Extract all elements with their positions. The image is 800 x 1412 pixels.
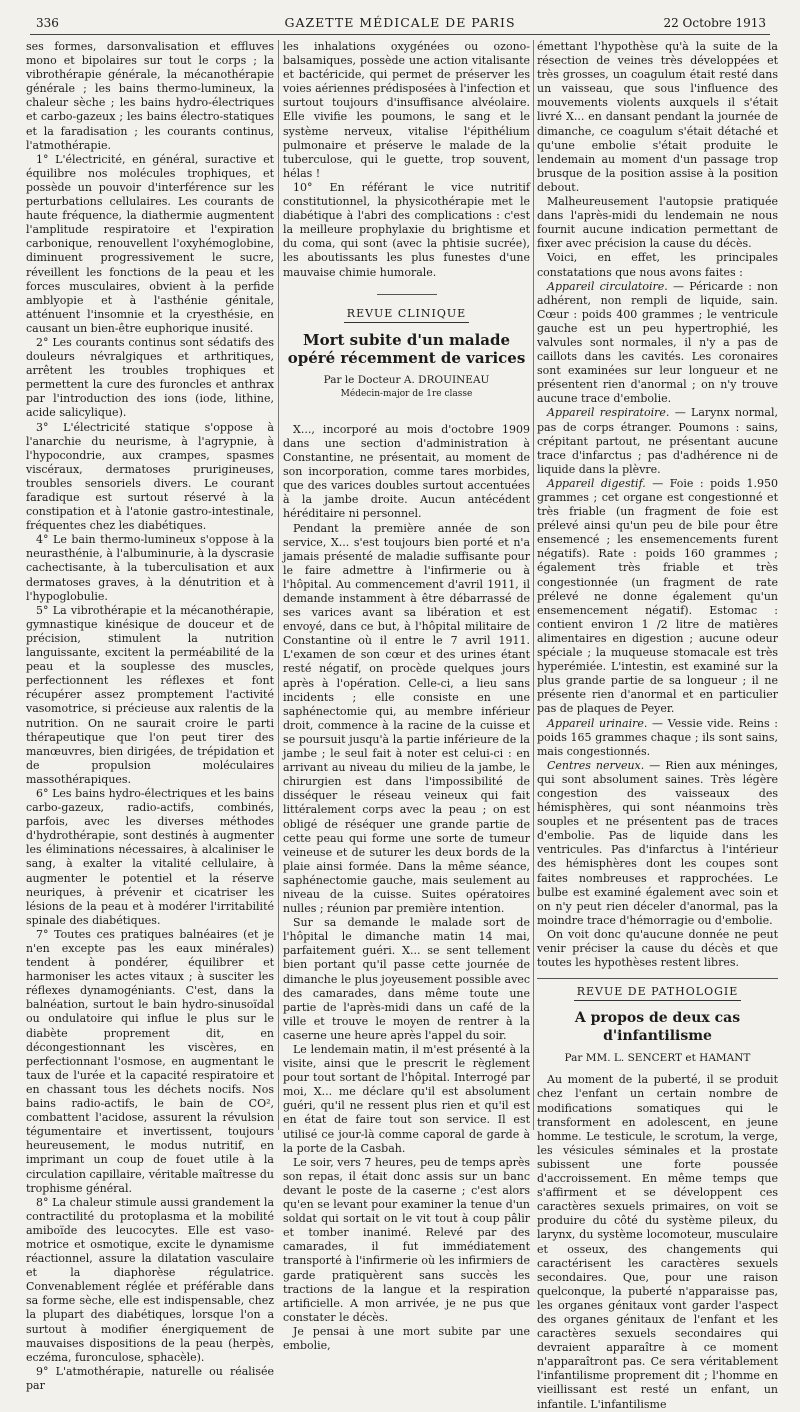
paragraph: 2° Les courants continus sont sédatifs des douleurs névralgiques et arthritiques, arrêtent les troubles trophiques et permettent la cure des furoncles et anthrax par l'introduction des ions (iode, lithine, acide salicylique). xyxy=(26,335,274,420)
author-role: Médecin-major de 1re classe xyxy=(340,388,473,399)
finding-label: Appareil urinaire. xyxy=(547,716,648,730)
section-heading-text: REVUE CLINIQUE xyxy=(344,307,469,323)
page-header xyxy=(30,12,770,35)
column-1 xyxy=(26,40,274,1392)
paragraph: les inhalations oxygénées ou ozono-balsamiques, possède une action vitalisante et bactéricide, qui permet de préserver les voies aériennes prédisposées à l'infection et surtout toujours d'insuffisance alvéolaire. Elle vivifie les poumons, le sang et le système nerveux, vitalise l'épithélium pulmonaire et préserve le malade de la tuberculose, qui le guette, trop souvent, hélas ! xyxy=(283,40,530,180)
separator xyxy=(537,978,778,979)
finding-paragraph xyxy=(537,759,778,928)
column-3 xyxy=(537,40,779,1411)
finding-label: Appareil circulatoire. xyxy=(547,279,668,293)
paragraph: 10° En référant le vice nutritif constitutionnel, la physicothérapie met le diabétique à l'abri des complications : c'est la meilleure prophylaxie du brightisme et du coma, qui sont (avec la phtisie sucrée), les aboutissants les plus funestes d'une mauvaise chimie humorale. xyxy=(283,180,530,279)
article-author: Par MM. L. SENCERT et HAMANT xyxy=(564,1052,751,1065)
paragraph: Voici, en effet, les principales constatations que nous avons faites : xyxy=(537,251,778,279)
paragraph: émettant l'hypothèse qu'à la suite de la résection de veines très développées et très grosses, un coagulum était resté dans un vaisseau, que sous l'influence des mouvements violents auxquels il s'était livré X... en dansant pendant la journée de dimanche, ce coagulum s'était détaché et qu'une embolie s'était produite le lendemain au moment d'un passage trop brusque de la position assise à la position debout. xyxy=(537,40,778,194)
finding-text: — Foie : poids 1.950 grammes ; cet organe est congestionné et très friable (un fragment de foie est prélevé ainsi qu'un peu de bile pour être ensemencé ; les ensemencements furent négatifs). Rate : poids 160 grammes ; également très friable et très congestionnée (un fragment de rate prélevé ne donne également qu'un ensemencement négatif). Estomac : contient environ 1 /2 litre de matières alimentaires en digestion ; aucune odeur spéciale ; la muqueuse stomacale est très hyperémiée. L'intestin, est examiné sur la plus grande partie de sa longueur ; il ne présente rien d'anormal et en particulier pas de plaques de Peyer. xyxy=(537,476,778,716)
page-number: 336 xyxy=(36,16,59,30)
column-divider xyxy=(278,40,279,1130)
paragraph: Je pensai à une mort subite par une embolie, xyxy=(283,1324,530,1352)
paragraph: ses formes, darsonvalisation et effluves mono et bipolaires sur tout le corps ; la vibrothérapie générale, la mécanothérapie générale ; les bains thermo-lumineux, la chaleur sèche ; les bains hydro-électriques et carbo-gazeux ; les bains électro-statiques et la faradisation ; les courants continus, l'atmothérapie. xyxy=(26,40,274,152)
finding-paragraph xyxy=(537,717,778,759)
finding-paragraph xyxy=(537,280,778,407)
paragraph: 4° Le bain thermo-lumineux s'oppose à la neurasthénie, à l'albuminurie, à la dyscrasie cachectisante, à la tuberculisation et aux dermatoses graves, à la dénutrition et à l'hypoglobulie. xyxy=(26,533,274,603)
finding-label: Appareil digestif. xyxy=(547,476,646,490)
paragraph: Au moment de la puberté, il se produit chez l'enfant un certain nombre de modifications somatiques qui le transforment en adolescent, en jeune homme. Le testicule, le scrotum, la verge, les vésicules séminales et la prostate subissent une forte poussée d'accroissement. En même temps que s'affirment et se développent ces caractères sexuels primaires, on voit se produire du côté du système pileux, du larynx, du système locomoteur, musculaire et osseux, des changements qui caractérisent les caractères sexuels secondaires. Que, pour une raison quelconque, la puberté n'apparaisse pas, les organes génitaux vont garder l'aspect des organes génitaux de l'enfant et les caractères sexuels secondaires qui devraient apparaître à ce moment n'apparaîtront pas. Ce sera véritablement l'infantilisme proprement dit ; l'homme en vieillissant est resté un enfant, un infantile. L'infantilisme xyxy=(537,1073,778,1411)
finding-label: Appareil respiratoire. xyxy=(547,406,670,420)
finding-paragraph xyxy=(537,406,778,476)
column-divider xyxy=(533,40,534,1130)
finding-text: — Vessie vide. Reins : poids 165 grammes chaque ; ils sont sains, mais congestionnés. xyxy=(537,716,779,758)
finding-paragraph xyxy=(537,477,778,717)
finding-text: — Larynx normal, pas de corps étranger. Poumons : sains, crépitant partout, ne présentant aucune trace d'infarctus ; pas d'adhérence ni de liquide dans la plèvre. xyxy=(537,406,778,476)
paragraph: 7° Toutes ces pratiques balnéaires (et je n'en excepte pas les eaux minérales) tendent à pondérer, équilibrer et harmoniser les actes vitaux ; à susciter les réflexes dynamogéniants. C'est, dans la balnéation, surtout le bain hydro-sinusoïdal ou ondulatoire qui influe le plus sur le diabète proprement dit, en décongestionnant les viscères, en perfectionnant l'osmose, en augmentant le taux de l'urée et la capacité respiratoire et en chassant tous les déchets nocifs. Nos bains radio-actifs, le bain de CO², combattent l'acidose, assurent la révulsion tégumentaire et invertissent, toujours heureusement, le modus nutritif, en imprimant un coup de fouet utile à la circulation capillaire, véritable maîtresse du trophisme général. xyxy=(26,927,274,1195)
journal-title: GAZETTE MÉDICALE DE PARIS xyxy=(284,15,516,30)
paragraph: Pendant la première année de son service, X... s'est toujours bien porté et n'a jamais présenté de maladie suffisante pour le faire admettre à l'infirmerie ou à l'hôpital. Au commencement d'avril 1911, il demande instamment à être débarrassé de ses varices avant sa libération et est envoyé, dans ce but, à l'hôpital militaire de Constantine où il entre le 7 avril 1911. L'examen de son cœur et des urines étant resté négatif, on procède quelques jours après à l'opération. Celle-ci, a lieu sans incidents ; elle consiste en une saphénectomie qui, au membre inférieur droit, commence à la racine de la cuisse et se poursuit jusqu'à la partie inférieure de la jambe ; le seul fait à noter est celui-ci : en arrivant au niveau du milieu de la jambe, le chirurgien est dans l'impossibilité de disséquer le réseau veineux qui fait littéralement corps avec la peau ; on est obligé de réséquer une grande partie de cette peau qui forme une sorte de tumeur veineuse et de suturer les deux bords de la plaie ainsi formée. Dans la même séance, saphénectomie gauche, mais seulement au niveau de la cuisse. Suites opératoires nulles ; réunion par première intention. xyxy=(283,521,530,916)
paragraph: Le soir, vers 7 heures, peu de temps après son repas, il était donc assis sur un banc devant le poste de la caserne ; c'est alors qu'en se levant pour examiner la tenue d'un soldat qui sortait on le vit tout à coup pâlir et tomber inanimé. Relevé par des camarades, il fut immédiatement transporté à l'infirmerie où les infirmiers de garde pratiquèrent sans succès les tractions de la langue et la respiration artificielle. A mon arrivée, je ne pus que constater le décès. xyxy=(283,1155,530,1324)
section-heading-text: REVUE DE PATHOLOGIE xyxy=(574,985,742,1001)
paragraph: Le lendemain matin, il m'est présenté à la visite, ainsi que le prescrit le règlement pour tout sortant de l'hôpital. Interrogé par moi, X... me déclare qu'il est absolument guéri, qu'il ne ressent plus rien et qu'il est en état de faire tout son service. Il est utilisé ce jour-là comme caporal de garde à la porte de la Casbah. xyxy=(283,1043,530,1155)
paragraph: On voit donc qu'aucune donnée ne peut venir préciser la cause du décès et que toutes les hypothèses restent libres. xyxy=(537,927,778,970)
paragraph: 3° L'électricité statique s'oppose à l'anarchie du neurisme, à l'agrypnie, à l'hypocondrie, aux crampes, spasmes viscéraux, dermatoses prurigineuses, troubles sensoriels divers. Le courant faradique est surtout réservé à la constipation et à l'atonie gastro-intestinale, fréquentes chez les diabétiques. xyxy=(26,420,274,533)
paragraph: 5° La vibrothérapie et la mécanothérapie, gymnastique kinésique de douceur et de précision, stimulent la nutrition languissante, excitent la perméabilité de la peau et la souplesse des muscles, perfectionnent les réflexes et font récupérer assez promptement l'activité vasomotrice, si précieuse aux ralentis de la nutrition. On ne saurait croire le parti thérapeutique que l'on peut tirer des manœuvres, bien dirigées, de trépidation et de propulsion moléculaires massothérapiques. xyxy=(26,603,274,786)
column-2 xyxy=(283,40,530,1352)
paragraph: 8° La chaleur stimule aussi grandement la contractilité du protoplasma et la mobilité amiboïde des leucocytes. Elle est vaso-motrice et osmotique, excite le dynamisme réactionnel, assure la dilatation vasculaire et la diaphorèse régulatrice. Convenablement réglée et préférable dans sa forme sèche, elle est indispensable, chez la plupart des diabétiques, lorsque l'on a surtout à modifier énergiquement de mauvaises dispositions de la peau (herpès, eczéma, furonculose, sphacèle). xyxy=(26,1195,274,1364)
section-heading xyxy=(537,985,778,999)
article-author: Par le Docteur A. DROUINEAU xyxy=(323,373,490,386)
paragraph: Sur sa demande le malade sort de l'hôpital le dimanche matin 14 mai, parfaitement guéri. X... se sent tellement bien portant qu'il passe cette journée de dimanche le plus joyeusement possible avec des camarades, dans même toute une partie de l'après-midi dans un café de la ville et trouve le moyen de rentrer à la caserne une heure après l'appel du soir. xyxy=(283,916,530,1042)
article-title: Mort subite d'un malade opéré récemment de varices xyxy=(287,330,526,367)
finding-text: — Rien aux méninges, qui sont absolument saines. Très légère congestion des vaisseaux des hémisphères, qui sont néanmoins très souples et ne présentent pas de traces d'embolie. Pas de liquide dans les ventricules. Pas d'infarctus à l'intérieur des hémisphères dont les coupes sont faites nombreuses et rapprochées. Le bulbe est examiné également avec soin et on n'y peut rien déceler d'anormal, pas la moindre trace d'hémorragie ou d'embolie. xyxy=(537,758,778,927)
paragraph: 1° L'électricité, en général, suractive et équilibre nos molécules trophiques, et possède un pouvoir d'interférence sur les perturbations cellulaires. Les courants de haute fréquence, la diathermie augmentent l'amplitude respiratoire et l'expiration carbonique, renouvellent l'oxyhémoglobine, diminuent progressivement le sucre, réveillent les fonctions de la peau et les forces musculaires, obvient à la perfide amblyopie et à l'asthénie génitale, atténuent l'insomnie et la cryesthésie, en causant un bien-être euphorique inusité. xyxy=(26,152,274,335)
paragraph: 9° L'atmothérapie, naturelle ou réalisée par xyxy=(26,1364,274,1392)
paragraph: Malheureusement l'autopsie pratiquée dans l'après-midi du lendemain ne nous fournit aucune indication permettant de fixer avec précision la cause du décès. xyxy=(537,195,778,251)
paragraph: X..., incorporé au mois d'octobre 1909 dans une section d'administration à Constantine, ne présentait, au moment de son incorporation, comme tares morbides, que des varices doubles surtout accentuées à la jambe droite. Aucun antécédent héréditaire ni personnel. xyxy=(283,422,530,521)
finding-label: Centres nerveux. xyxy=(547,758,645,772)
issue-date: 22 Octobre 1913 xyxy=(663,16,766,30)
section-heading xyxy=(283,307,530,321)
finding-text: — Péricarde : non adhérent, non rempli de liquide, sain. Cœur : poids 400 grammes ; le ventricule gauche est un peu hypertrophié, les valvules sont normales, il n'y a pas de caillots dans les cavités. Les coronaires sont examinées sur leur longueur et ne présentent rien d'anormal ; on n'y trouve aucune trace d'embolie. xyxy=(537,279,778,406)
paragraph: 6° Les bains hydro-électriques et les bains carbo-gazeux, radio-actifs, combinés, parfois, avec les diverses méthodes d'hydrothérapie, sont destinés à augmenter les éliminations nécessaires, à alcaliniser le sang, à exalter la vitalité cellulaire, à augmenter le potentiel et la réserve neuriques, à prévenir et cicatriser les lésions de la peau et à modérer l'irritabilité spinale des diabétiques. xyxy=(26,786,274,927)
separator xyxy=(377,294,437,295)
article-title: A propos de deux cas d'infantilisme xyxy=(574,1010,741,1045)
